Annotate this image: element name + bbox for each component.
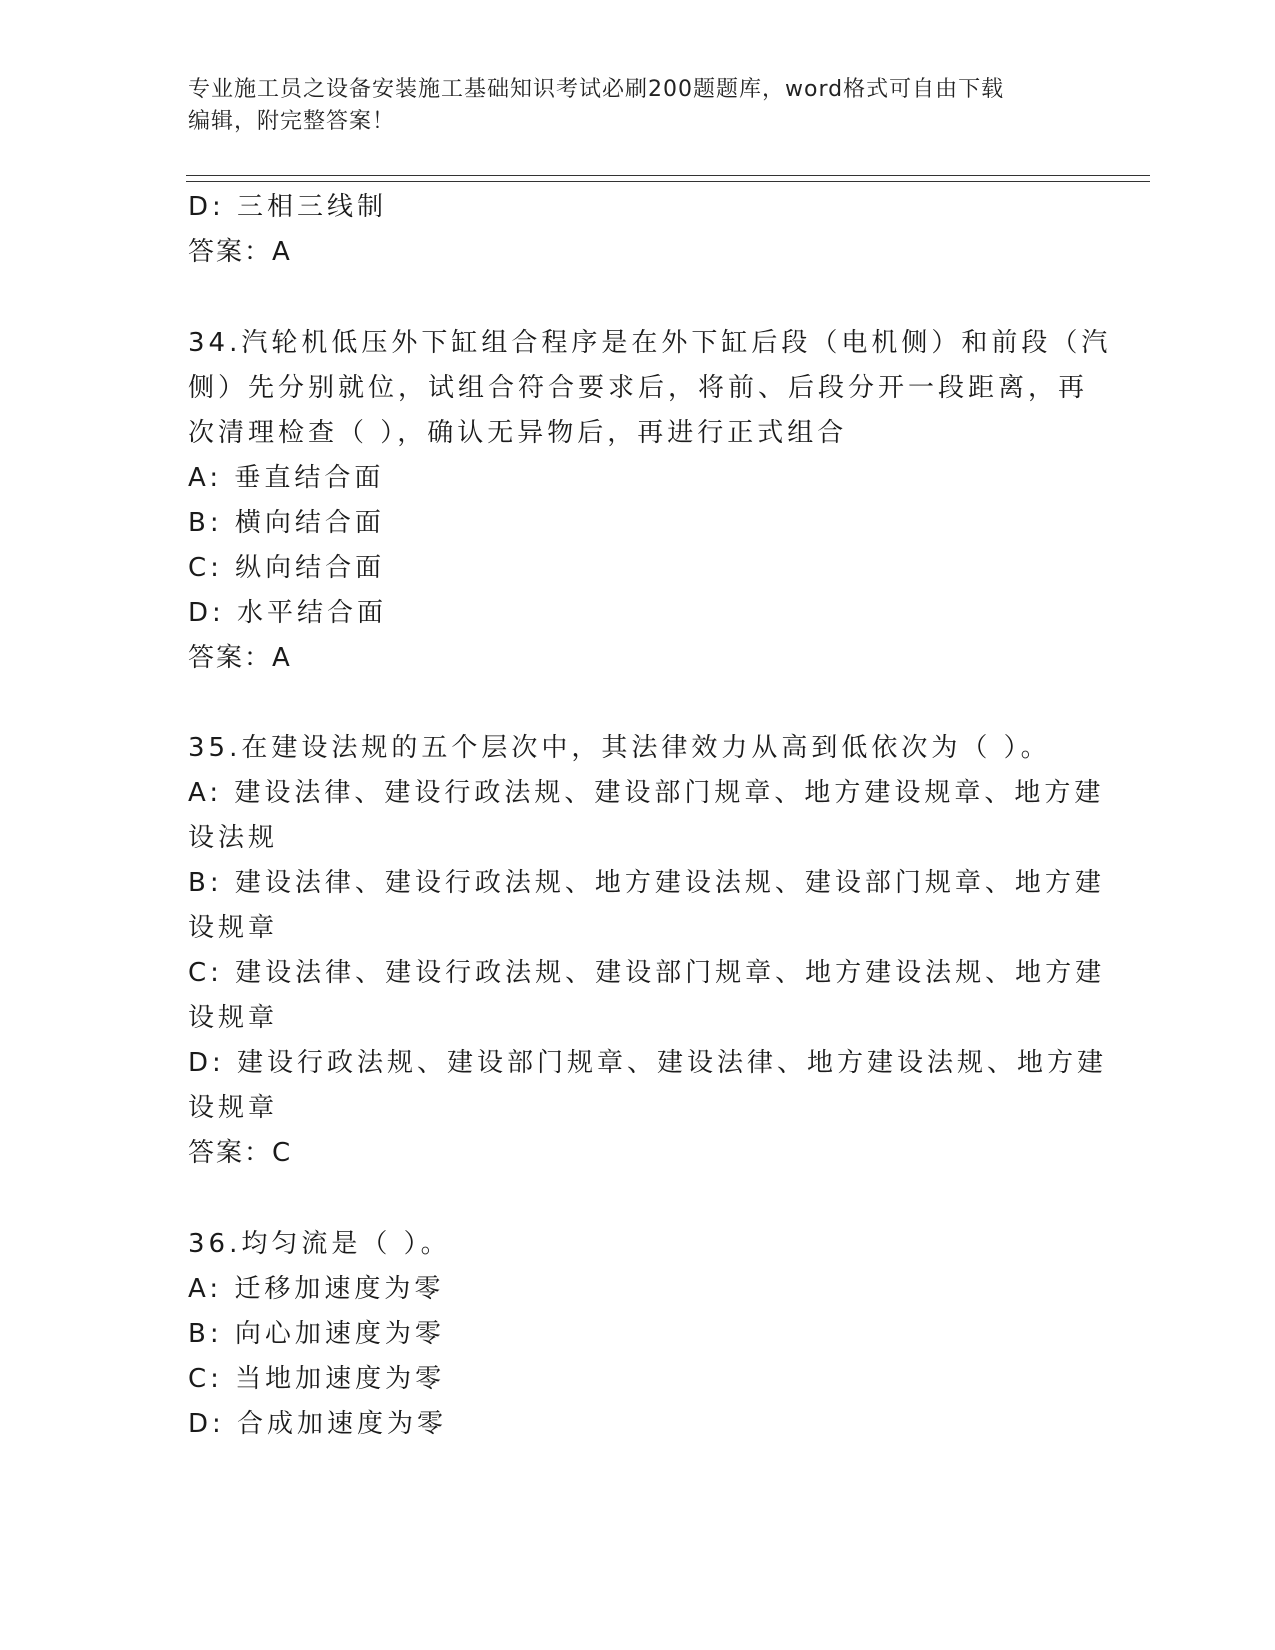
q35-option-d-line1: D: 建设行政法规、建设部门规章、建设法律、地方建设法规、地方建	[188, 1048, 1108, 1078]
q35-option-b-line1: B: 建设法律、建设行政法规、地方建设法规、建设部门规章、地方建	[188, 868, 1105, 898]
q34-option-b: B: 横向结合面	[188, 508, 385, 538]
header-title-line2: 编辑，附完整答案！	[188, 109, 396, 134]
q36-option-b: B: 向心加速度为零	[188, 1319, 445, 1349]
q34-option-a: A: 垂直结合面	[188, 463, 385, 493]
header-divider-top	[186, 175, 1150, 176]
q36-option-a: A: 迁移加速度为零	[188, 1274, 445, 1304]
q35-answer: 答案：C	[188, 1138, 293, 1168]
page-header	[188, 74, 1068, 138]
q34-stem-line3: 次清理检查（ ），确认无异物后，再进行正式组合	[188, 418, 848, 448]
q34-stem-line2: 侧）先分别就位，试组合符合要求后，将前、后段分开一段距离，再	[188, 373, 1089, 403]
q34-option-d: D: 水平结合面	[188, 598, 388, 628]
q33-option-d: D: 三相三线制	[188, 192, 388, 222]
q35-option-d-line2: 设规章	[188, 1093, 279, 1123]
q35-option-a-line2: 设法规	[188, 823, 279, 853]
q35-option-b-line2: 设规章	[188, 913, 279, 943]
q36-stem: 36.均匀流是（ ）。	[188, 1229, 451, 1259]
q36-option-d: D: 合成加速度为零	[188, 1409, 448, 1439]
q35-option-a-line1: A: 建设法律、建设行政法规、建设部门规章、地方建设规章、地方建	[188, 778, 1105, 808]
q35-option-c-line2: 设规章	[188, 1003, 279, 1033]
q35-stem: 35.在建设法规的五个层次中，其法律效力从高到低依次为（ ）。	[188, 733, 1051, 763]
q35-option-c-line1: C: 建设法律、建设行政法规、建设部门规章、地方建设法规、地方建	[188, 958, 1106, 988]
q33-answer: 答案：A	[188, 237, 292, 267]
header-divider-bottom	[186, 181, 1150, 182]
q34-stem-line1: 34.汽轮机低压外下缸组合程序是在外下缸后段（电机侧）和前段（汽	[188, 328, 1112, 358]
q36-option-c: C: 当地加速度为零	[188, 1364, 446, 1394]
header-title-line1: 专业施工员之设备安装施工基础知识考试必刷200题题库，word格式可自由下载	[188, 77, 1005, 102]
q34-answer: 答案：A	[188, 643, 292, 673]
q34-option-c: C: 纵向结合面	[188, 553, 386, 583]
